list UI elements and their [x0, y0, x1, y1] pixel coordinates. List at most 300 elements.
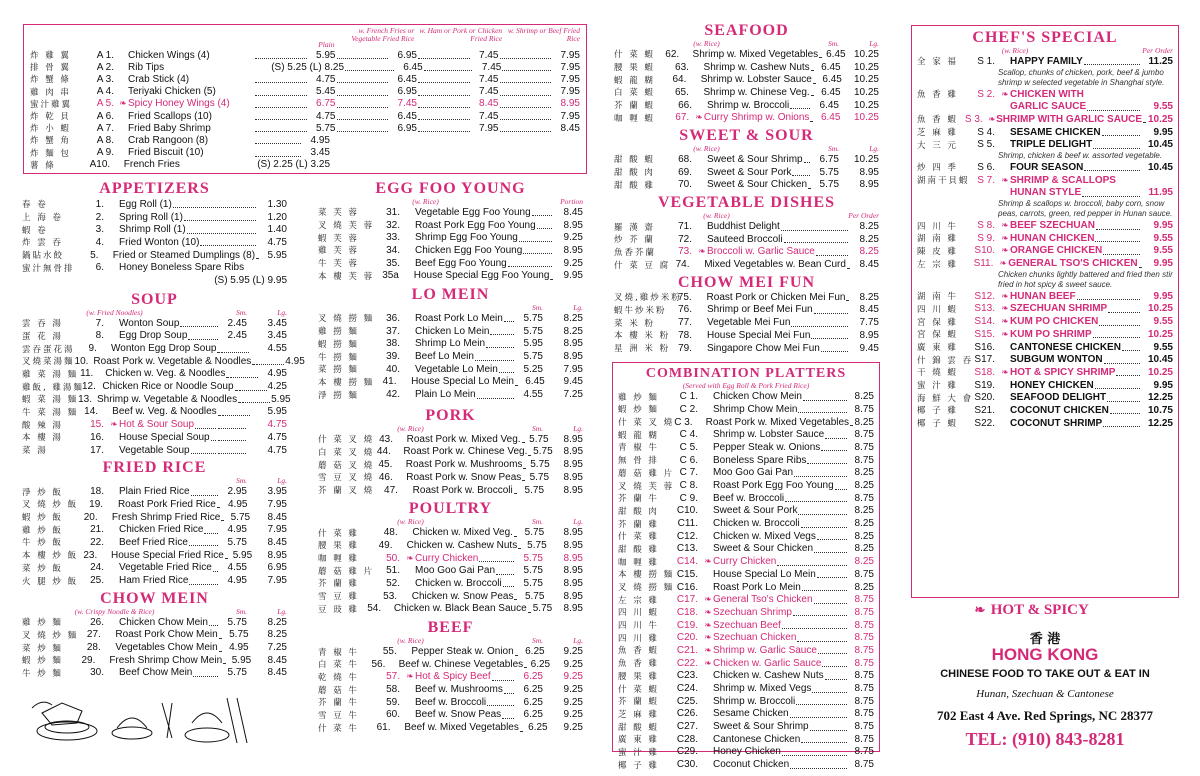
menu-item-row	[614, 220, 879, 233]
item-number: C 8.	[679, 480, 698, 492]
dot-leader	[238, 395, 240, 403]
menu-item-row	[917, 88, 1173, 101]
item-name: Szechuan Chicken	[713, 632, 797, 644]
chefs-special-title: CHEF'S SPECIAL	[972, 29, 1118, 46]
dot-leader	[810, 723, 847, 731]
item-price: 4.75	[267, 236, 287, 248]
platter-row	[30, 73, 580, 85]
large-price: 8.25	[267, 616, 287, 628]
item-chinese-name: 炸 麵 包	[30, 148, 71, 159]
item-price: 8.75	[854, 721, 874, 733]
dot-leader	[1099, 318, 1140, 326]
item-name: HOT & SPICY SHRIMP	[1010, 366, 1116, 378]
chili-icon: ❧	[1001, 290, 1009, 301]
item-chinese-name: 芝 麻 雞	[917, 128, 958, 139]
dot-leader	[819, 50, 821, 58]
item-number: A 3.	[96, 73, 114, 85]
column-1	[22, 180, 305, 756]
large-price: 8.95	[563, 484, 583, 496]
item-number: 59.	[386, 696, 400, 708]
item-chinese-name: 無 骨 排	[618, 456, 659, 467]
combination-list	[618, 390, 874, 771]
menu-item-row	[614, 291, 879, 304]
item-name-line2: HUNAN STYLE	[1010, 187, 1082, 199]
item-number: S15.	[974, 328, 995, 340]
item-chinese-name: 左 宗 雞	[618, 595, 659, 606]
item-chinese-name: 什 菜 蝦	[618, 684, 659, 695]
small-price: 5.75	[524, 484, 545, 496]
menu-item-row	[917, 55, 1173, 68]
item-price: 8.95	[563, 219, 583, 231]
dot-leader	[522, 435, 524, 443]
dot-leader	[189, 538, 218, 546]
item-number: C14.	[676, 556, 698, 568]
item-number: A10.	[89, 159, 111, 171]
small-price: 6.45	[821, 86, 841, 98]
small-price: 5.75	[527, 539, 547, 551]
item-name: French Fries	[123, 159, 180, 171]
dot-leader	[255, 75, 307, 83]
plain-price: 5.45	[316, 86, 336, 98]
item-number: 77.	[678, 317, 692, 329]
item-name: Beef w. Veg. & Noodles	[112, 406, 217, 418]
menu-item-row	[318, 219, 583, 232]
small-price: 6.25	[523, 696, 543, 708]
item-price: 9.45	[859, 342, 879, 354]
small-price: 5.75	[523, 577, 543, 589]
item-price: 8.75	[854, 454, 874, 466]
menu-item-row	[618, 454, 874, 467]
item-chinese-name: 叉 燒 撈 麵	[618, 583, 675, 594]
chow-mein-title: CHOW MEIN	[100, 589, 209, 607]
large-price: 8.25	[267, 629, 288, 641]
dot-leader	[218, 446, 246, 454]
item-chinese-name: 芥 蘭 蝦	[614, 101, 655, 112]
menu-item-row	[614, 329, 879, 342]
item-chinese-name: 蝦 撈 麵	[318, 339, 359, 350]
item-description: Scallop, chunks of chicken, pork, beef & jumbo shrimp w selected vegetable in Shanghai style.	[998, 67, 1165, 87]
dot-leader	[424, 63, 473, 71]
item-chinese-name: 蝦 芙 蓉	[318, 233, 359, 244]
item-chinese-name: 蜜汁雞翼	[30, 99, 73, 110]
menu-item-row	[22, 274, 287, 287]
item-name: Shrimp Roll (1)	[119, 224, 186, 236]
dot-leader	[255, 136, 301, 144]
dot-leader	[814, 306, 848, 314]
menu-item-row	[614, 61, 879, 74]
plain-price: 4.95	[310, 134, 330, 146]
menu-item-row	[614, 48, 879, 61]
dot-leader	[1122, 343, 1140, 351]
item-price: 8.95	[859, 329, 879, 341]
item-number: 35a	[382, 270, 399, 282]
menu-item-row	[618, 758, 874, 771]
menu-item-row	[318, 526, 583, 539]
item-chinese-name: 咖 喱 蝦	[614, 113, 655, 124]
small-price: 6.25	[530, 658, 551, 670]
dot-leader	[784, 235, 848, 243]
item-price: 8.75	[854, 632, 874, 644]
dot-leader	[191, 446, 216, 454]
chili-icon: ❧	[406, 552, 414, 563]
dot-leader	[255, 88, 307, 96]
menu-item-row	[22, 485, 287, 498]
item-chinese-name: 雪 豆 牛	[318, 710, 359, 721]
dot-leader	[218, 421, 246, 429]
small-price: 5.75	[523, 312, 543, 324]
dot-leader	[808, 181, 810, 189]
menu-item-row	[318, 564, 583, 577]
menu-item-row	[22, 261, 287, 274]
menu-item-row	[22, 574, 287, 587]
platter-row	[30, 98, 580, 110]
menu-item-row	[614, 233, 879, 246]
item-price: 8.75	[854, 441, 874, 453]
item-number: 49.	[378, 539, 393, 551]
small-price: 5.75	[523, 552, 543, 564]
item-price: 8.75	[854, 619, 874, 631]
item-name-line2: GARLIC SAUCE	[1010, 101, 1087, 113]
dot-leader	[256, 357, 284, 365]
large-price: 8.95	[563, 351, 583, 363]
dot-leader	[1096, 222, 1140, 230]
item-number: 13.	[78, 393, 93, 405]
menu-item-row	[618, 492, 874, 505]
item-chinese-name: 蝦 龍 糊	[614, 75, 655, 86]
large-price: 8.95	[563, 338, 583, 350]
dot-leader	[1143, 115, 1145, 123]
dot-leader	[818, 646, 847, 654]
menu-item-row	[22, 368, 287, 381]
item-name: Roast Pork or Chicken Mei Fun	[706, 291, 846, 303]
item-chinese-name: 蜜 汁 雞	[917, 381, 958, 392]
large-price: 5.95	[267, 406, 287, 418]
item-number: C 5.	[679, 441, 698, 453]
item-name: KUM PO SHRIMP	[1010, 328, 1092, 340]
chili-icon: ❧	[1001, 88, 1009, 99]
item-chinese-name: 炸 雲 吞	[22, 238, 63, 249]
item-price: 9.95	[1153, 126, 1173, 138]
item-chinese-name: 魚 香 雞	[618, 659, 659, 670]
item-number: C17.	[676, 594, 698, 606]
item-number: C 2.	[679, 403, 698, 415]
menu-item-row	[614, 304, 879, 317]
item-number: 30.	[90, 667, 104, 679]
dot-leader	[492, 673, 514, 681]
item-chinese-name: 雪 豆 雞	[318, 592, 359, 603]
item-chinese-name: 叉 燒 芙 蓉	[618, 481, 675, 492]
dot-leader	[825, 431, 847, 439]
small-price: 5.75	[523, 351, 543, 363]
item-number: 60.	[386, 709, 400, 721]
item-chinese-name: 什 菜 牛	[318, 723, 359, 734]
dot-leader	[1093, 141, 1140, 149]
chefs-special-box	[911, 25, 1179, 598]
small-price: 5.95	[232, 549, 253, 561]
item-name: Roast Pork Egg Foo Young	[713, 480, 834, 492]
address: 702 East 4 Ave. Red Springs, NC 28377	[936, 708, 1154, 723]
item-price: 7.75	[859, 317, 879, 329]
item-name: GENERAL TSO'S CHICKEN	[1008, 258, 1138, 270]
large-price: 3.45	[267, 330, 287, 342]
item-chinese-name: 芥 蘭 蝦	[618, 697, 659, 708]
dot-leader	[781, 223, 848, 231]
small-price: 6.45	[819, 99, 839, 111]
fried-rice-list	[22, 485, 287, 587]
dot-leader	[1139, 260, 1141, 268]
item-chinese-name: 菜 米 粉	[614, 318, 655, 329]
item-number: 67.	[675, 112, 690, 124]
item-number: 6.	[95, 262, 104, 274]
menu-item-row	[618, 593, 874, 606]
dot-leader	[500, 100, 552, 108]
item-price: 8.25	[854, 467, 874, 479]
item-name: Roast Pork w. Mushrooms	[405, 459, 523, 471]
item-number: 2.	[95, 211, 104, 223]
item-chinese-name: 什 錦 雲 吞	[917, 355, 974, 366]
item-price: 8.25	[854, 581, 874, 593]
item-name: Cantonese Chicken	[713, 733, 801, 745]
item-name: Crab Stick (4)	[128, 73, 190, 85]
small-price: 2.45	[227, 317, 247, 329]
dot-leader	[794, 469, 847, 477]
menu-item-row	[318, 671, 583, 684]
fries-price: 6.45	[397, 73, 417, 85]
large-price: 7.25	[563, 389, 583, 401]
item-price: 8.75	[854, 759, 874, 771]
item-number: 41.	[382, 376, 397, 388]
item-price: 8.75	[854, 746, 874, 758]
item-name: Szechuan Beef	[713, 619, 781, 631]
item-chinese-name: 魚 香 雞	[917, 90, 958, 101]
large-price: 8.45	[267, 536, 287, 548]
item-name: SHRIMP & SCALLOPS	[1010, 174, 1116, 186]
large-price: 7.95	[267, 575, 287, 587]
large-price: 8.95	[563, 459, 583, 471]
menu-item-row	[618, 708, 874, 721]
fries-price: 6.95	[397, 122, 417, 134]
dot-leader	[345, 63, 394, 71]
item-number: 8.	[95, 330, 104, 342]
vegetable-dishes-subheader: (w. Rice) Per Order	[703, 211, 879, 221]
item-name: Chicken w. Veg. & Noodles	[105, 368, 226, 380]
ham-price: 8.45	[479, 98, 499, 110]
item-name: Chicken w. Cashew Nuts	[713, 670, 824, 682]
item-name: Fried Biscuit (10)	[128, 147, 204, 159]
item-number: S22.	[974, 417, 995, 429]
item-name: Shrimp w. Garlic Sauce	[713, 644, 817, 656]
item-price: 8.75	[854, 403, 874, 415]
item-name: HUNAN CHICKEN	[1010, 232, 1095, 244]
item-name: Shrimp Egg Foo Young	[415, 232, 518, 244]
menu-item-row	[917, 232, 1173, 245]
platter-row	[30, 61, 580, 73]
dot-leader	[496, 567, 514, 575]
dot-leader	[418, 88, 470, 96]
item-name: Hot & Sour Soup	[119, 419, 195, 431]
menu-item-row	[318, 484, 583, 497]
item-chinese-name: 椰 子 雞	[618, 760, 659, 771]
dot-leader	[803, 393, 847, 401]
small-price: 5.75	[532, 603, 553, 615]
item-chinese-name: 鍋貼水餃	[22, 251, 65, 262]
item-price: 8.25	[859, 233, 879, 245]
item-number: 3.	[95, 224, 104, 236]
item-chinese-name: 四 川 牛	[618, 621, 659, 632]
chinese-name: 香 港	[1029, 632, 1061, 647]
item-name: Shrimp w. Cashew Nuts	[703, 61, 810, 73]
menu-item-row	[318, 683, 583, 696]
item-price: 9.95	[1153, 258, 1173, 270]
item-chinese-name: 雲吞蛋花湯	[22, 344, 75, 355]
menu-item-row	[614, 153, 879, 166]
dot-leader	[188, 332, 218, 340]
item-number: 9.	[88, 343, 97, 355]
item-number: C30.	[676, 759, 698, 771]
menu-item-row	[614, 342, 879, 355]
menu-item-row	[318, 458, 583, 471]
dot-leader	[500, 124, 552, 132]
plain-price: 4.75	[316, 110, 336, 122]
dot-leader	[180, 319, 218, 327]
item-number: S18.	[974, 366, 995, 378]
dot-leader	[255, 100, 307, 108]
chili-icon: ❧	[695, 112, 703, 123]
item-chinese-name: 腰 果 雞	[618, 671, 659, 682]
item-chinese-name: 炸 小 蝦	[30, 124, 71, 135]
item-number: 47.	[384, 484, 398, 496]
large-price: 9.25	[563, 658, 583, 670]
item-chinese-name: 豆 豉 雞	[318, 604, 359, 615]
item-name: Roast Pork w. Vegetable & Noodles	[93, 355, 252, 367]
small-price: 5.75	[819, 179, 840, 191]
item-chinese-name: 什 菜 雞	[618, 532, 659, 543]
dot-leader	[418, 124, 470, 132]
item-price: 8.25	[854, 416, 874, 428]
small-price: 4.55	[523, 389, 543, 401]
item-number: C 1.	[679, 391, 698, 403]
plain-price: 6.75	[316, 98, 336, 110]
fries-header: w. French Fries or Vegetable Fried Rice	[351, 26, 415, 43]
item-number: C25.	[676, 695, 698, 707]
item-number: A 1.	[96, 49, 114, 61]
item-name: Beef Chow Mein	[119, 667, 193, 679]
dot-leader	[504, 314, 514, 322]
item-chinese-name: 雞 菜 湯 麵	[22, 369, 79, 380]
large-price: 10.25	[853, 99, 879, 111]
item-price: 12.25	[1147, 392, 1173, 404]
item-number: S13.	[974, 303, 995, 315]
item-name: House Special Fried Rice	[110, 549, 224, 561]
item-number: 78.	[678, 329, 692, 341]
item-chinese-name: 什 菜 豆 腐	[614, 260, 671, 271]
dot-leader	[811, 331, 848, 339]
small-price: 5.75	[523, 325, 543, 337]
small-price: 2.95	[227, 486, 247, 498]
dot-leader	[173, 200, 256, 208]
dot-leader	[1103, 419, 1140, 427]
large-price: 8.95	[563, 577, 583, 589]
chili-icon: ❧	[1001, 245, 1009, 256]
dot-leader	[477, 391, 514, 399]
chili-icon: ❧	[704, 619, 712, 630]
menu-item-row	[318, 363, 583, 376]
item-name: Crab Rangoon (8)	[128, 134, 209, 146]
dot-leader	[475, 353, 514, 361]
dot-leader	[242, 395, 270, 403]
chili-icon: ❧	[406, 671, 414, 682]
small-price: 2.45	[227, 330, 247, 342]
item-price: 10.25	[1147, 366, 1173, 378]
item-chinese-name: 四 川 蝦	[917, 304, 958, 315]
dot-leader	[219, 644, 221, 652]
item-name: Plain Fried Rice	[119, 486, 190, 498]
item-number: 40.	[386, 363, 400, 375]
large-price: 4.25	[267, 381, 287, 393]
item-name: Beef Lo Mein	[415, 351, 474, 363]
plain-header: Plain	[318, 40, 335, 49]
item-name: Roast Pork w. Chinese Veg.	[403, 446, 528, 458]
item-chinese-name: 甜 酸 蝦	[614, 155, 655, 166]
item-name: Chicken Rice or Noodle Soup	[102, 381, 234, 393]
dot-leader	[503, 579, 514, 587]
item-chinese-name: 蝦 炒 飯	[22, 513, 63, 524]
dot-leader	[1077, 292, 1140, 300]
chili-icon: ❧	[988, 113, 996, 124]
item-price: 8.95	[563, 244, 583, 256]
item-chinese-name: 宮 保 雞	[917, 317, 958, 328]
item-name: Hot & Spicy Beef	[415, 671, 491, 683]
menu-item-row	[917, 113, 1173, 126]
item-price: 10.25	[1147, 113, 1173, 125]
item-number: C24.	[676, 683, 698, 695]
menu-item-row	[22, 342, 287, 355]
item-number: 31.	[386, 206, 400, 218]
item-name: House Special Soup	[119, 431, 210, 443]
dot-leader	[816, 248, 848, 256]
item-name: Szechuan Shrimp	[713, 606, 792, 618]
item-chinese-name: 四 川 雞	[618, 633, 659, 644]
item-number: C27.	[676, 721, 698, 733]
large-price: 8.95	[859, 179, 879, 191]
dot-leader	[226, 370, 228, 378]
item-number: S 5.	[977, 139, 995, 151]
item-number: A 4.	[96, 86, 114, 98]
small-price: 6.75	[819, 153, 839, 165]
item-number: 4.	[95, 236, 104, 248]
dot-leader	[191, 488, 218, 496]
item-chinese-name: 蘑 菇 雞 片	[318, 566, 375, 577]
sweet-sour-list	[614, 153, 879, 191]
small-price: 4.95	[227, 498, 248, 510]
large-price: 8.45	[267, 654, 287, 666]
item-name: Chicken w. Garlic Sauce	[713, 657, 822, 669]
dot-leader	[797, 634, 847, 642]
item-chinese-name: 魚香芥蘭	[614, 247, 657, 258]
plain-price: 5.75	[316, 122, 336, 134]
item-number: S10.	[974, 245, 995, 257]
item-chinese-name: 菜 炒 飯	[22, 563, 63, 574]
menu-item-row	[318, 312, 583, 325]
item-chinese-name: 雞 炒 麵	[22, 618, 63, 629]
column-3	[614, 22, 879, 771]
item-name: Shrimp w. Chinese Veg.	[703, 86, 810, 98]
dot-leader	[790, 101, 810, 109]
poultry-list	[318, 526, 583, 615]
item-price: 8.75	[854, 606, 874, 618]
item-number: 46.	[378, 471, 393, 483]
item-number: C15.	[676, 568, 698, 580]
